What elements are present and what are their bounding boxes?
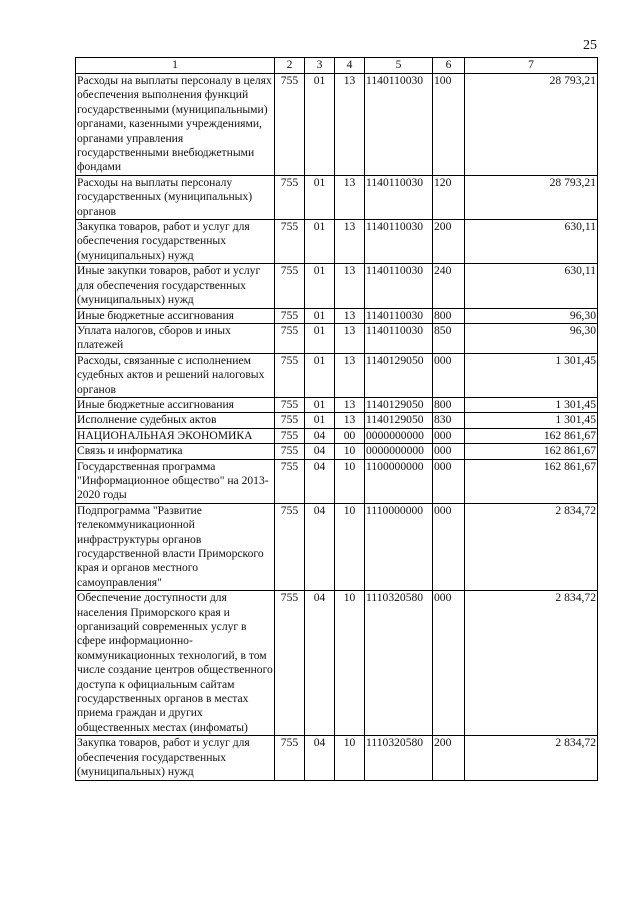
expense-type-code: 000: [433, 428, 465, 443]
amount: 630,11: [465, 264, 598, 308]
page-number: 25: [583, 38, 597, 53]
row-name: Иные бюджетные ассигнования: [76, 308, 275, 323]
row-name: Уплата налогов, сборов и иных платежей: [76, 323, 275, 353]
amount: 2 834,72: [465, 736, 598, 780]
header-cell: 5: [365, 58, 433, 74]
ministry-code: 755: [275, 736, 305, 780]
expense-type-code: 000: [433, 503, 465, 590]
ministry-code: 755: [275, 264, 305, 308]
ministry-code: 755: [275, 591, 305, 736]
header-cell: 4: [335, 58, 365, 74]
amount: 1 301,45: [465, 397, 598, 412]
ministry-code: 755: [275, 444, 305, 459]
header-cell: 2: [275, 58, 305, 74]
subsection-code: 10: [335, 459, 365, 503]
section-code: 04: [305, 444, 335, 459]
section-code: 01: [305, 308, 335, 323]
subsection-code: 13: [335, 308, 365, 323]
ministry-code: 755: [275, 413, 305, 428]
table-row: [76, 74, 598, 176]
section-code: 04: [305, 591, 335, 736]
ministry-code: 755: [275, 308, 305, 323]
subsection-code: 10: [335, 736, 365, 780]
section-code: 01: [305, 220, 335, 264]
row-name: Связь и информатика: [76, 444, 275, 459]
ministry-code: 755: [275, 175, 305, 219]
subsection-code: 13: [335, 175, 365, 219]
expense-type-code: 850: [433, 323, 465, 353]
table-row: [76, 175, 598, 219]
row-name: Исполнение судебных актов: [76, 413, 275, 428]
row-name: Закупка товаров, работ и услуг для обеспечения государственных (муниципальных) нужд: [76, 220, 275, 264]
ministry-code: 755: [275, 459, 305, 503]
header-row: [76, 58, 598, 74]
subsection-code: 13: [335, 323, 365, 353]
expense-type-code: 240: [433, 264, 465, 308]
ministry-code: 755: [275, 353, 305, 397]
section-code: 01: [305, 74, 335, 176]
amount: 2 834,72: [465, 591, 598, 736]
subsection-code: 13: [335, 264, 365, 308]
expense-type-code: 120: [433, 175, 465, 219]
section-code: 01: [305, 353, 335, 397]
expense-type-code: 000: [433, 444, 465, 459]
ministry-code: 755: [275, 323, 305, 353]
target-article-code: 1110320580: [365, 736, 433, 780]
row-name: Расходы на выплаты персоналу государственных (муниципальных) органов: [76, 175, 275, 219]
amount: 96,30: [465, 323, 598, 353]
ministry-code: 755: [275, 74, 305, 176]
amount: 162 861,67: [465, 459, 598, 503]
expense-type-code: 100: [433, 74, 465, 176]
section-code: 01: [305, 323, 335, 353]
table-row: [76, 353, 598, 397]
subsection-code: 13: [335, 220, 365, 264]
amount: 28 793,21: [465, 74, 598, 176]
expense-type-code: 200: [433, 220, 465, 264]
header-cell: 3: [305, 58, 335, 74]
section-code: 04: [305, 503, 335, 590]
amount: 2 834,72: [465, 503, 598, 590]
row-name: Иные закупки товаров, работ и услуг для обеспечения государственных (муниципальных) нужд: [76, 264, 275, 308]
target-article-code: 1140110030: [365, 175, 433, 219]
ministry-code: 755: [275, 220, 305, 264]
amount: 630,11: [465, 220, 598, 264]
subsection-code: 10: [335, 503, 365, 590]
row-name: Государственная программа "Информационное общество" на 2013-2020 годы: [76, 459, 275, 503]
row-name: Подпрограмма "Развитие телекоммуникационной инфраструктуры органов государственной власти Приморского края и органов местного самоуправления": [76, 503, 275, 590]
header-cell: 6: [433, 58, 465, 74]
target-article-code: 1140129050: [365, 413, 433, 428]
target-article-code: 0000000000: [365, 428, 433, 443]
expense-type-code: 000: [433, 591, 465, 736]
ministry-code: 755: [275, 503, 305, 590]
expense-type-code: 000: [433, 353, 465, 397]
target-article-code: 1140129050: [365, 397, 433, 412]
subsection-code: 10: [335, 444, 365, 459]
table-row: [76, 428, 598, 443]
table-row: [76, 220, 598, 264]
section-code: 04: [305, 459, 335, 503]
header-cell: 1: [76, 58, 275, 74]
subsection-code: 13: [335, 413, 365, 428]
expense-type-code: 830: [433, 413, 465, 428]
table-row: [76, 591, 598, 736]
amount: 1 301,45: [465, 413, 598, 428]
target-article-code: 1140110030: [365, 74, 433, 176]
ministry-code: 755: [275, 397, 305, 412]
amount: 28 793,21: [465, 175, 598, 219]
target-article-code: 1140110030: [365, 323, 433, 353]
amount: 162 861,67: [465, 428, 598, 443]
section-code: 01: [305, 413, 335, 428]
table-row: [76, 444, 598, 459]
section-code: 04: [305, 736, 335, 780]
section-code: 01: [305, 397, 335, 412]
section-code: 01: [305, 264, 335, 308]
target-article-code: 1110320580: [365, 591, 433, 736]
table-row: [76, 459, 598, 503]
subsection-code: 00: [335, 428, 365, 443]
target-article-code: 1100000000: [365, 459, 433, 503]
table-row: [76, 323, 598, 353]
subsection-code: 13: [335, 74, 365, 176]
amount: 162 861,67: [465, 444, 598, 459]
table-row: [76, 736, 598, 780]
target-article-code: 0000000000: [365, 444, 433, 459]
row-name: НАЦИОНАЛЬНАЯ ЭКОНОМИКА: [76, 428, 275, 443]
table-row: [76, 503, 598, 590]
row-name: Закупка товаров, работ и услуг для обеспечения государственных (муниципальных) нужд: [76, 736, 275, 780]
target-article-code: 1140110030: [365, 308, 433, 323]
expense-type-code: 000: [433, 459, 465, 503]
target-article-code: 1140110030: [365, 264, 433, 308]
subsection-code: 13: [335, 353, 365, 397]
expense-type-code: 800: [433, 397, 465, 412]
table-row: [76, 413, 598, 428]
target-article-code: 1140110030: [365, 220, 433, 264]
subsection-code: 13: [335, 397, 365, 412]
amount: 1 301,45: [465, 353, 598, 397]
target-article-code: 1110000000: [365, 503, 433, 590]
table-row: [76, 308, 598, 323]
amount: 96,30: [465, 308, 598, 323]
section-code: 01: [305, 175, 335, 219]
target-article-code: 1140129050: [365, 353, 433, 397]
budget-table: [75, 57, 598, 781]
subsection-code: 10: [335, 591, 365, 736]
expense-type-code: 800: [433, 308, 465, 323]
row-name: Расходы, связанные с исполнением судебных актов и решений налоговых органов: [76, 353, 275, 397]
expense-type-code: 200: [433, 736, 465, 780]
section-code: 04: [305, 428, 335, 443]
header-cell: 7: [465, 58, 598, 74]
table-row: [76, 397, 598, 412]
ministry-code: 755: [275, 428, 305, 443]
table-row: [76, 264, 598, 308]
row-name: Обеспечение доступности для населения Приморского края и организаций современных услуг в сфере информационно-коммуникационных технологий, в том числе создание центров общественного доступа к официальным сайтам государственных органов в местах приема граждан и других общественных местах (инфоматы): [77, 591, 273, 734]
row-name: Расходы на выплаты персоналу в целях обеспечения выполнения функций государственными (муниципальными) органами, казенными учреждениями, органами управления государственными внебюджетными фондами: [76, 74, 275, 176]
row-name: Иные бюджетные ассигнования: [76, 397, 275, 412]
